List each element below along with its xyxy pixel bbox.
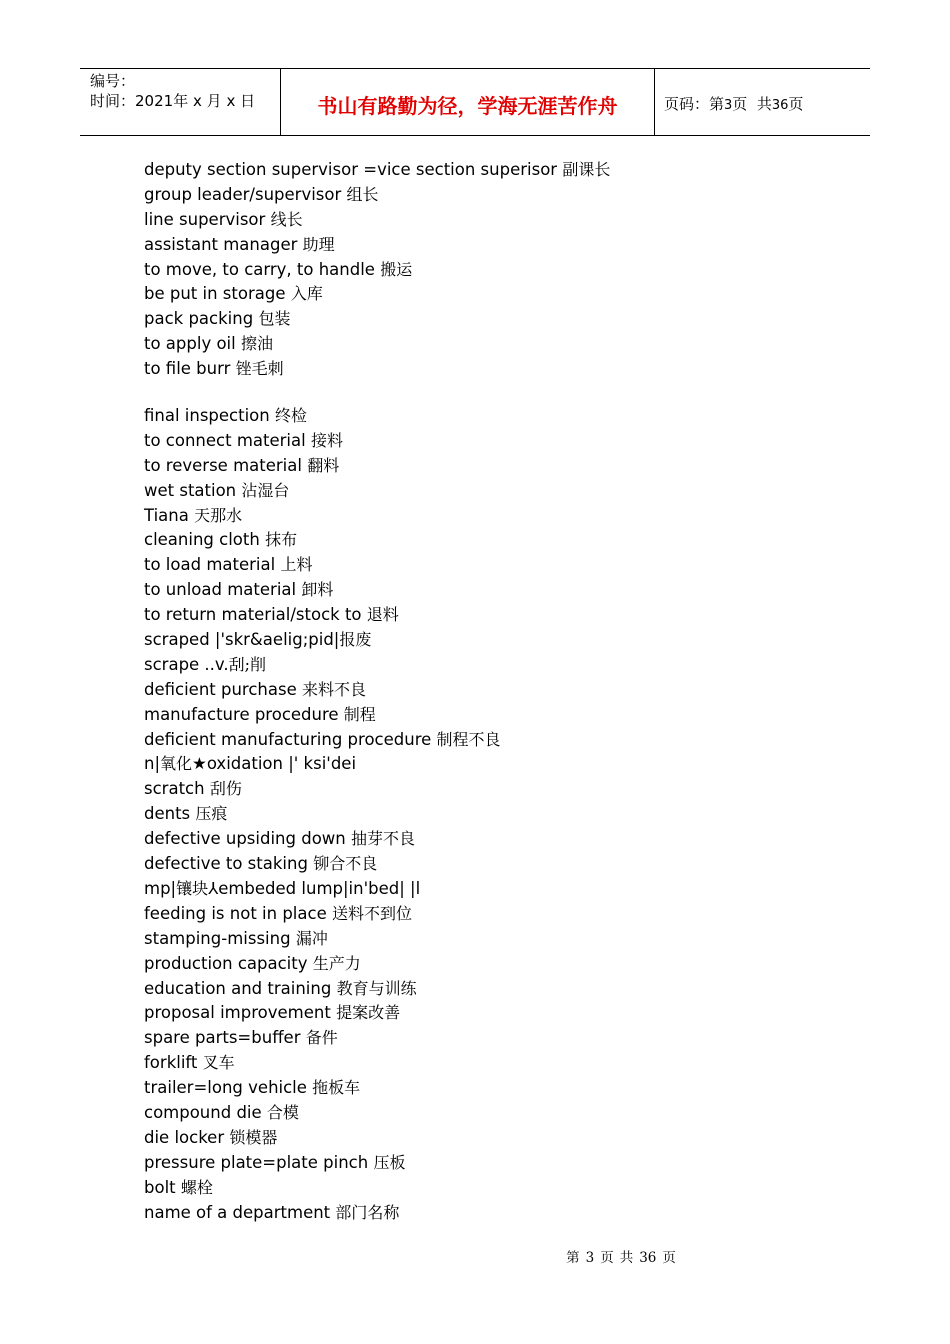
glossary-entry [144, 1026, 844, 1051]
page-label: 页码：第 [664, 95, 725, 113]
entry-english: name of a department [144, 1202, 336, 1222]
entry-english: group leader/supervisor [144, 184, 347, 204]
date-day: x [226, 92, 236, 110]
entry-chinese: 刮伤 [209, 779, 242, 799]
entry-english: to return material/stock to [144, 605, 367, 625]
entry-chinese: 沾湿台 [241, 480, 290, 500]
header-motto-cell [281, 69, 655, 135]
entry-english: stamping-missing [144, 928, 296, 948]
glossary-entry [144, 208, 844, 233]
entry-chinese: 氧化 [160, 754, 193, 774]
glossary-entry [144, 1126, 844, 1151]
entry-english: compound die [144, 1102, 267, 1122]
entry-chinese: 翻料 [307, 455, 340, 475]
entry-chinese: 接料 [310, 430, 343, 450]
entry-english: to load material [144, 555, 281, 575]
glossary-entry [144, 1076, 844, 1101]
entry-chinese: 组长 [346, 184, 379, 204]
entry-chinese: 提案改善 [336, 1003, 401, 1023]
motto: 书山有路勤为径，学海无涯苦作舟 [317, 94, 618, 118]
entry-english: wet station [144, 480, 242, 500]
glossary-entry [144, 1151, 844, 1176]
glossary-entry [144, 1001, 844, 1026]
entry-english: trailer=long vehicle [144, 1078, 313, 1098]
entry-english: cleaning cloth [144, 530, 266, 550]
entry-chinese: 锁模器 [229, 1127, 278, 1147]
entry-english: manufacture procedure [144, 704, 344, 724]
entry-english: line supervisor [144, 209, 271, 229]
entry-chinese: 拖板车 [312, 1078, 361, 1098]
glossary-entry [144, 504, 844, 529]
glossary-entry [144, 628, 844, 653]
entry-chinese: 入库 [290, 284, 323, 304]
glossary-entry [144, 1051, 844, 1076]
footer-prefix: 第 [566, 1250, 580, 1266]
glossary-entry [144, 578, 844, 603]
page-footer [0, 1246, 950, 1266]
entry-chinese: 报废 [339, 630, 372, 650]
header-info-cell [80, 69, 281, 135]
glossary-entry [144, 852, 844, 877]
page-header [80, 68, 870, 136]
glossary-group-2 [144, 404, 844, 1225]
entry-chinese: 卸料 [301, 580, 334, 600]
entry-english: deputy section supervisor =vice section superisor [144, 160, 563, 179]
entry-english: education and training [144, 978, 337, 998]
date-line [90, 91, 280, 111]
entry-chinese: 叉车 [202, 1053, 235, 1073]
glossary-entry [144, 183, 844, 208]
page-mid: 页 共 [732, 95, 772, 113]
entry-english-suffix: ⅄embeded lump|in'bed| |l [208, 878, 421, 898]
entry-chinese: 合模 [266, 1102, 299, 1122]
entry-chinese: 锉毛刺 [235, 359, 284, 379]
entry-chinese: 包装 [258, 309, 291, 329]
glossary-entry [144, 678, 844, 703]
glossary-entry [144, 703, 844, 728]
glossary-entry [144, 728, 844, 753]
entry-english: bolt [144, 1177, 181, 1197]
entry-chinese: 退料 [366, 605, 399, 625]
entry-chinese: 铆合不良 [313, 854, 378, 874]
glossary-entry [144, 404, 844, 429]
glossary-entry [144, 603, 844, 628]
glossary-entry [144, 357, 844, 382]
entry-english: dents [144, 804, 196, 824]
page-total: 36 [771, 98, 789, 113]
glossary-content [144, 158, 844, 1225]
entry-english: deficient manufacturing procedure [144, 729, 437, 749]
entry-english: to apply oil [144, 334, 241, 354]
entry-english: Tiana [144, 505, 195, 525]
entry-chinese: 生产力 [312, 953, 361, 973]
glossary-entry [144, 977, 844, 1002]
entry-english: defective upsiding down [144, 829, 351, 849]
glossary-entry [144, 479, 844, 504]
entry-chinese: 制程 [343, 704, 376, 724]
glossary-entry [144, 752, 844, 777]
entry-chinese: 终检 [274, 406, 307, 426]
footer-current: 3 [585, 1250, 595, 1266]
entry-chinese: 制程不良 [436, 729, 501, 749]
entry-chinese: 副课长 [562, 160, 611, 179]
group-spacer [144, 382, 844, 404]
entry-chinese: 压板 [373, 1152, 406, 1172]
entry-chinese: 抽芽不良 [350, 829, 415, 849]
id-label: 编号： [90, 72, 136, 90]
entry-english: spare parts=buffer [144, 1028, 306, 1048]
date-month: x [193, 92, 202, 110]
glossary-entry [144, 332, 844, 357]
entry-chinese: 来料不良 [301, 679, 366, 699]
date-year-suffix: 年 [173, 92, 189, 110]
entry-chinese: 部门名称 [335, 1202, 400, 1222]
glossary-entry [144, 802, 844, 827]
entry-english-suffix: ★oxidation |' ksi'dei [192, 754, 357, 774]
entry-english: deficient purchase [144, 679, 302, 699]
glossary-entry [144, 528, 844, 553]
glossary-entry [144, 877, 844, 902]
glossary-entry [144, 902, 844, 927]
header-page-cell [655, 69, 870, 135]
entry-chinese: 送料不到位 [331, 903, 412, 923]
page-current: 3 [724, 98, 733, 113]
date-label: 时间： [90, 92, 136, 110]
entry-english: scrape ..v. [144, 654, 229, 674]
footer-total: 36 [639, 1250, 657, 1266]
date-month-suffix: 月 [206, 92, 222, 110]
glossary-entry [144, 827, 844, 852]
entry-english: n| [144, 754, 161, 774]
entry-english: be put in storage [144, 284, 291, 304]
footer-suffix: 页 [662, 1250, 676, 1266]
entry-chinese: 线长 [270, 209, 303, 229]
entry-english: to move, to carry, to handle [144, 259, 381, 279]
entry-english: die locker [144, 1127, 230, 1147]
entry-chinese: 擦油 [240, 334, 273, 354]
entry-english: to file burr [144, 359, 236, 379]
entry-chinese: 助理 [302, 234, 335, 254]
entry-chinese: 天那水 [194, 505, 243, 525]
glossary-entry [144, 307, 844, 332]
date-day-suffix: 日 [240, 92, 256, 110]
entry-english: production capacity [144, 953, 313, 973]
entry-chinese: 抹布 [265, 530, 298, 550]
entry-english: to unload material [144, 580, 302, 600]
entry-english: to connect material [144, 430, 311, 450]
entry-english: forklift [144, 1053, 203, 1073]
entry-english: feeding is not in place [144, 903, 332, 923]
entry-english: proposal improvement [144, 1003, 337, 1023]
entry-english: scraped |'skr&aelig;pid| [144, 630, 340, 650]
entry-chinese: 上料 [280, 555, 313, 575]
entry-chinese: 漏冲 [295, 928, 328, 948]
glossary-entry [144, 454, 844, 479]
glossary-group-1 [144, 158, 844, 382]
glossary-entry [144, 158, 844, 183]
glossary-entry [144, 1101, 844, 1126]
glossary-entry [144, 927, 844, 952]
footer-mid2: 共 [619, 1250, 634, 1266]
date-year: 2021 [135, 92, 174, 110]
entry-english: pack packing [144, 309, 259, 329]
entry-chinese: 镶块 [176, 878, 209, 898]
page-suffix: 页 [788, 95, 804, 113]
glossary-entry [144, 258, 844, 283]
entry-english: final inspection [144, 406, 275, 426]
glossary-entry [144, 233, 844, 258]
entry-english: mp| [144, 878, 177, 898]
entry-english: scratch [144, 779, 210, 799]
entry-chinese: 螺栓 [180, 1177, 213, 1197]
entry-chinese: 备件 [305, 1028, 338, 1048]
entry-english: defective to staking [144, 854, 314, 874]
glossary-entry [144, 429, 844, 454]
glossary-entry [144, 1176, 844, 1201]
footer-mid1: 页 [600, 1250, 614, 1266]
glossary-entry [144, 653, 844, 678]
glossary-entry [144, 282, 844, 307]
entry-english: pressure plate=plate pinch [144, 1152, 374, 1172]
entry-english: assistant manager [144, 234, 303, 254]
glossary-entry [144, 553, 844, 578]
glossary-entry [144, 952, 844, 977]
entry-chinese: 搬运 [380, 259, 413, 279]
glossary-entry [144, 1201, 844, 1226]
entry-chinese: 压痕 [195, 804, 228, 824]
entry-chinese: 教育与训练 [336, 978, 417, 998]
entry-chinese: 刮;削 [228, 654, 267, 674]
entry-english: to reverse material [144, 455, 308, 475]
glossary-entry [144, 777, 844, 802]
